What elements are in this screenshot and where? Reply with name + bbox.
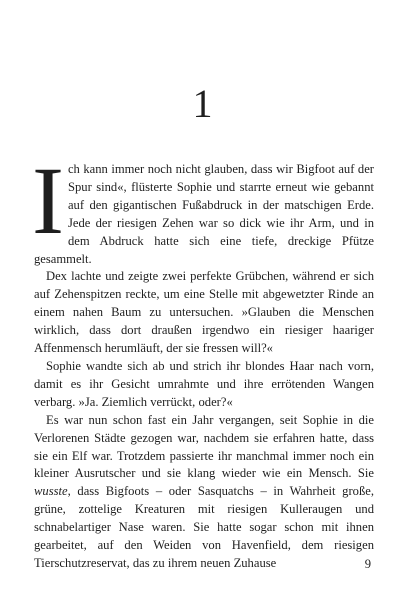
paragraph (32, 147, 374, 268)
paragraph (34, 412, 374, 573)
paragraph: Sophie wandte sich ab und strich ihr blondes Haar nach vorn, damit es ihr Gesicht umrahmte und ihre errötenden Wangen verbarg. »Ja. Ziemlich verrückt, oder?« (34, 358, 374, 409)
chapter-number: 1 (192, 81, 213, 126)
page-number: 9 (364, 557, 371, 571)
chapter-text (32, 147, 374, 573)
paragraph-text: ch kann immer noch nicht glauben, dass wir Bigfoot auf der Spur sind«, flüsterte Sophie und starrte erneut wie gebannt auf den gigantischen Fußabdruck in der matschigen Erde. Jede der riesigen Zehen war so dick wie ihr Arm, und in dem Abdruck hatte sich eine tiefe, dreckige Pfütze gesammelt. (34, 162, 374, 266)
paragraph-text: Es war nun schon fast ein Jahr vergangen, seit Sophie in die Verlorenen Städte gezogen war, nachdem sie erfahren hatte, dass sie ein Elf war. Trotzdem passierte ihr manchmal immer noch ein kleiner Ausrutscher und sie klang wieder wie ein Mensch. Sie (34, 412, 374, 481)
paragraph-text: , dass Bigfoots – oder Sasquatchs – in Wahrheit große, grüne, zottelige Kreaturen mit riesigen Kulleraugen und schnabelartiger Nase waren. Sie hatte sogar schon mit ihnen gearbeitet, auf den Weiden von Havenfield, dem riesigen Tierschutzreservat, das zu ihrem neuen Zuhause (34, 484, 374, 570)
paragraph: Dex lachte und zeigte zwei perfekte Grübchen, während er sich auf Zehenspitzen reckte, um eine Stelle mit abgewetzter Rinde an einem nahen Baum zu untersuchen. »Glauben die Menschen wirklich, dass dort draußen irgendwo ein riesiger haariger Affenmensch herumläuft, der sie fressen will?« (34, 269, 374, 356)
drop-cap: I (32, 147, 64, 254)
emphasized-word: wusste (34, 484, 68, 499)
